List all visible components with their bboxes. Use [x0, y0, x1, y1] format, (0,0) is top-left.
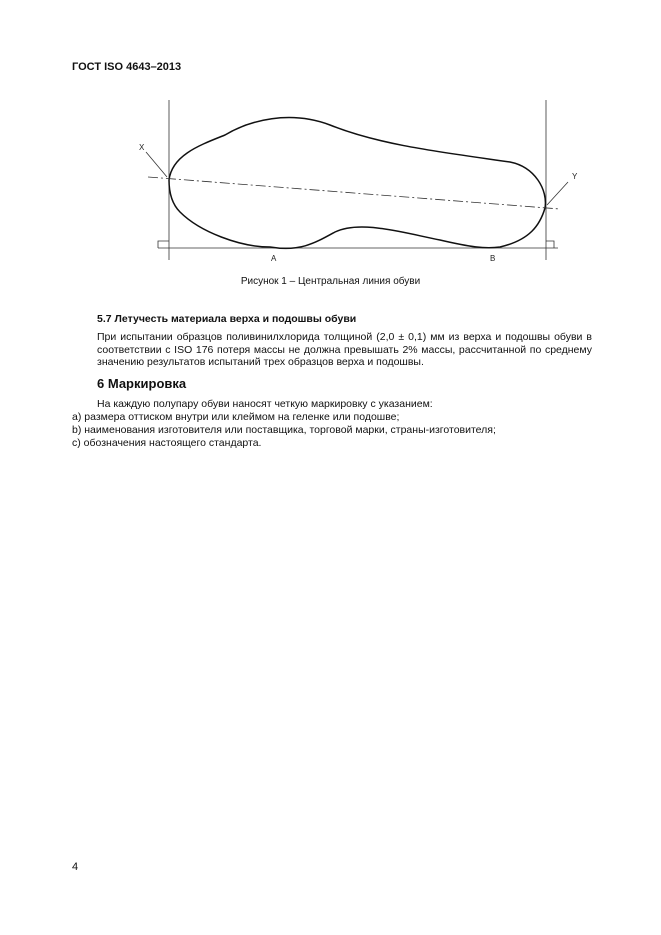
section-5-7-title: 5.7 Летучесть материала верха и подошвы обуви — [97, 313, 357, 325]
marking-item-c: с) обозначения настоящего стандарта. — [72, 437, 262, 449]
figure-drawing — [139, 100, 578, 270]
section-5-7-text — [72, 331, 592, 369]
marking-intro: На каждую полупару обуви наносят четкую маркировку с указанием: — [97, 398, 433, 410]
section-6-title: 6 Маркировка — [97, 376, 187, 391]
label-b: B — [490, 254, 496, 263]
right-angle-mark-left — [158, 241, 169, 248]
right-angle-mark-right — [546, 241, 554, 248]
figure-caption: Рисунок 1 – Центральная линия обуви — [240, 276, 421, 287]
leader-line-x — [146, 152, 167, 177]
centerline — [148, 177, 560, 209]
shoe-centerline-figure — [139, 100, 578, 270]
marking-list — [72, 398, 496, 450]
section-5-7-paragraph: При испытании образцов поливинилхлорида толщиной (2,0 ± 0,1) мм из верха и подошвы обуви в соответствии с ISO 176 потеря массы не должна превышать 2% массы, рассчитанной по среднему значению результатов испытаний трех образцов верха и подошвы. — [97, 331, 592, 368]
marking-item-b: b) наименования изготовителя или поставщика, торговой марки, страны-изготовителя; — [72, 424, 496, 436]
label-y: Y — [572, 172, 578, 181]
leader-line-y — [547, 182, 568, 205]
label-a: A — [271, 254, 277, 263]
document-header: ГОСТ ISO 4643–2013 — [72, 61, 182, 73]
page-number: 4 — [72, 861, 79, 873]
label-x: X — [139, 143, 145, 152]
marking-item-a: а) размера оттиском внутри или клеймом на геленке или подошве; — [72, 411, 400, 423]
